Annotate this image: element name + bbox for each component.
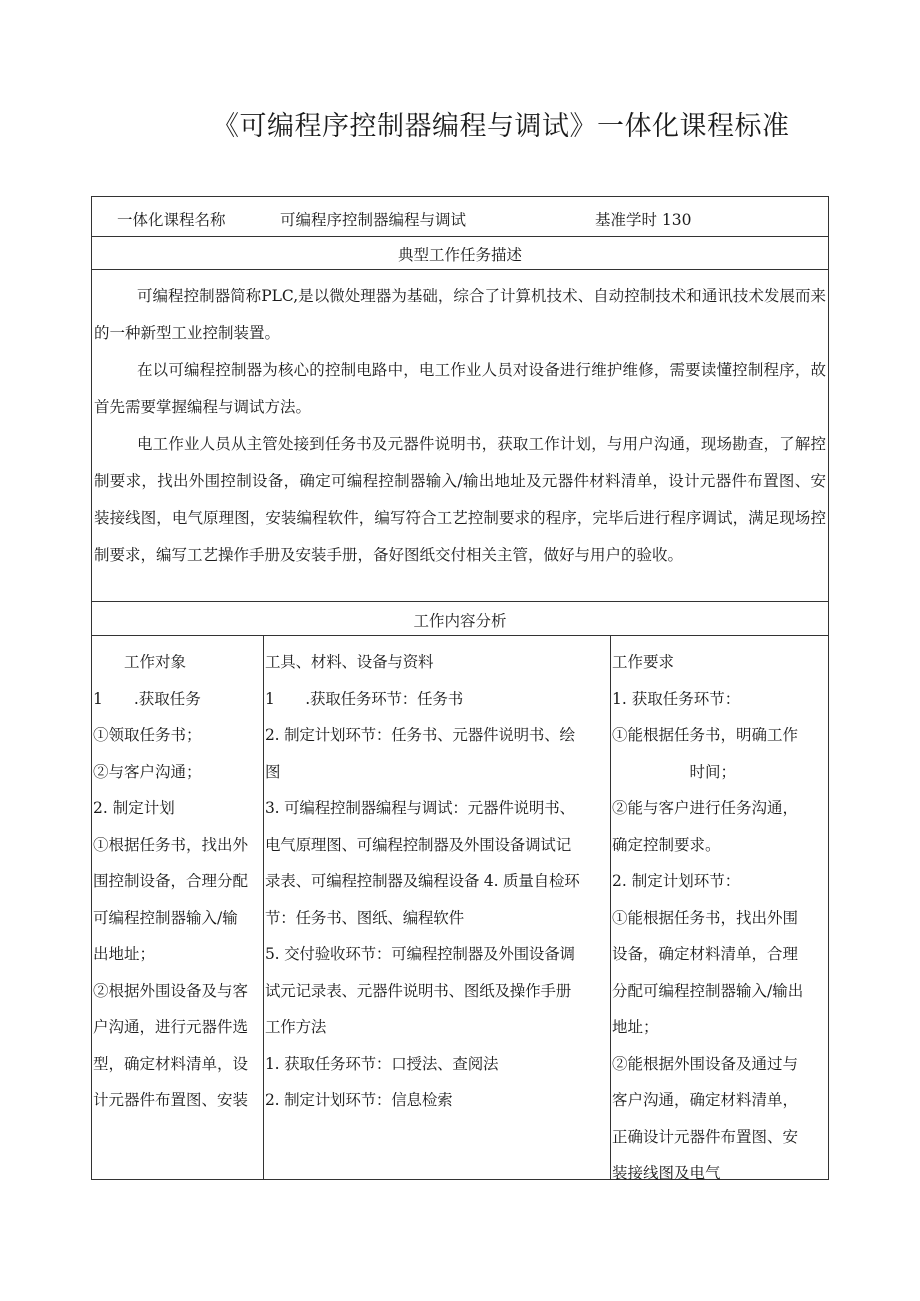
column-line: 装接线图及电气 [612,1164,721,1182]
course-name-row [92,197,828,237]
work-requirements-column [611,636,828,1182]
column-line: ②能与客户进行任务沟通， [612,799,799,817]
column-line: ②根据外围设备及与客 [93,981,249,1000]
column-line: 户沟通，进行元器件选 [93,1018,249,1036]
column-line: 地址； [612,1018,659,1036]
description-paragraph: 在以可编程控制器为核心的控制电路中，电工作业人员对设备进行维护维修，需要读懂控制程序，故首先需要掌握编程与调试方法。 [94,361,826,416]
column-line: 2. 制定计划环节： [612,872,741,890]
column-line: 分配可编程控制器输入/输出 [612,981,804,1000]
column-line: 工作对象 [93,653,187,671]
task-description-header: 典型工作任务描述 [397,246,522,264]
column-line: ①根据任务书，找出外 [93,835,249,854]
column-line: 节：任务书、图纸、编程软件 [265,908,464,927]
work-object-column [92,636,264,1179]
description-paragraph: 可编程控制器简称PLC,是以微处理器为基础，综合了计算机技术、自动控制技术和通讯技术发展而来的一种新型工业控制装置。 [94,287,826,342]
column-line: 客户沟通，确定材料清单， [612,1091,799,1109]
column-line: 3. 可编程控制器编程与调试：元器件说明书、 [265,799,575,817]
column-line: 图 [265,762,281,781]
tools-materials-column [264,636,611,1179]
column-line: 2. 制定计划环节：信息检索 [265,1091,453,1109]
column-line: 工作要求 [612,653,675,671]
course-hours: 基准学时 130 [595,211,692,229]
column-line: 正确设计元器件布置图、安 [612,1127,799,1146]
column-line: 围控制设备，合理分配 [93,872,249,890]
task-description-row [92,270,828,602]
column-line: 1. 获取任务环节： [612,689,741,708]
column-line: 工具、材料、设备与资料 [265,653,434,671]
course-standard-table [91,196,829,1180]
column-line: 2. 制定计划 [93,799,175,817]
column-line: 设备，确定材料清单，合理 [612,945,799,963]
column-line: 试元记录表、元器件说明书、图纸及操作手册 [265,981,572,1000]
work-content-columns [92,636,828,1182]
column-line: 确定控制要求。 [612,835,721,854]
column-line: 2. 制定计划环节：任务书、元器件说明书、绘 [265,726,575,744]
task-description-text [94,278,826,574]
column-line: 可编程控制器输入/输 [93,908,238,927]
column-line: 工作方法 [265,1018,327,1036]
column-line: 5. 交付验收环节：可编程控制器及外围设备调 [265,945,575,963]
column-line: 计元器件布置图、安装 [93,1091,249,1109]
column-line: ①能根据任务书，找出外围 [612,908,799,927]
work-content-header: 工作内容分析 [413,612,507,630]
course-name-value: 可编程序控制器编程与调试 [280,211,467,229]
column-line: 时间； [612,762,737,781]
work-content-header-row [92,602,828,636]
column-line: ①领取任务书； [93,726,202,744]
column-line: 1 .获取任务环节：任务书 [265,689,463,708]
column-line: ②与客户沟通； [93,762,202,781]
column-line: ①能根据任务书，明确工作 [612,726,799,744]
column-line: 录表、可编程控制器及编程设备 4. 质量自检环 [265,872,580,890]
column-line: 电气原理图、可编程控制器及外围设备调试记 [265,835,572,854]
description-paragraph: 电工作业人员从主管处接到任务书及元器件说明书，获取工作计划，与用户沟通，现场勘查，了解控制要求，找出外围控制设备，确定可编程控制器输入/输出地址及元器件材料清单，设计元器件布置图、安装接线图，电气原理图，安装编程软件，编写符合工艺控制要求的程序，完毕后进行程序调试，满足现场控制要求，编写工艺操作手册及安装手册，备好图纸交付相关主管，做好与用户的验收。 [94,435,826,564]
column-line: 1 .获取任务 [93,689,201,708]
course-name-label: 一体化课程名称 [117,211,226,229]
column-line: 型，确定材料清单，设 [93,1054,249,1073]
column-line: 出地址； [93,945,156,963]
task-description-header-row [92,237,828,270]
column-line: 1. 获取任务环节：口授法、查阅法 [265,1054,499,1073]
document-title: 《可编程序控制器编程与调试》一体化课程标准 [212,111,790,142]
column-line: ②能根据外围设备及通过与 [612,1054,799,1073]
